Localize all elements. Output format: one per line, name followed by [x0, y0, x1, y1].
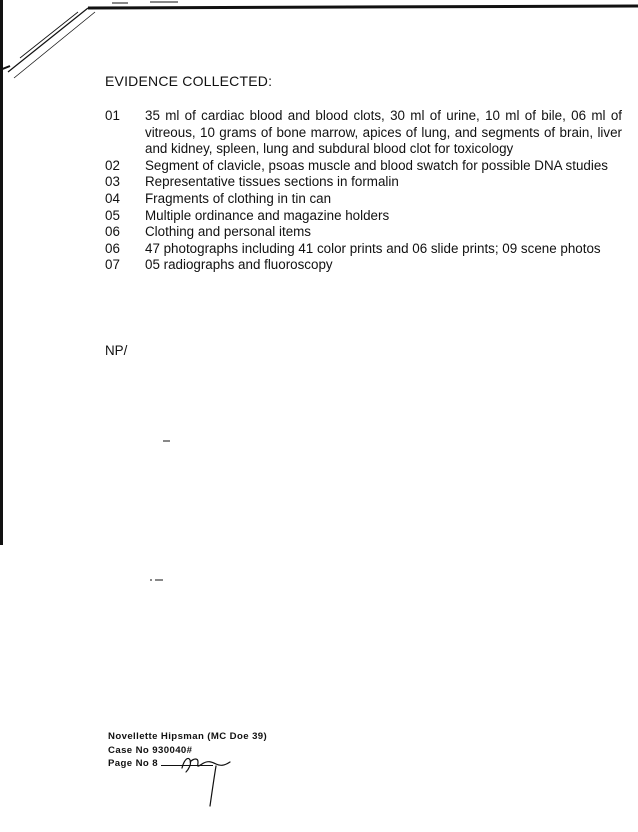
item-number: 06 [105, 240, 120, 256]
list-item [105, 174, 622, 191]
list-item [105, 208, 622, 225]
item-number: 07 [105, 257, 120, 273]
item-number: 06 [105, 224, 120, 240]
author-initials: NP/ [105, 343, 128, 358]
item-description: Clothing and personal items [145, 224, 311, 240]
item-number: 04 [105, 190, 120, 206]
evidence-list [105, 108, 622, 274]
item-number: 05 [105, 207, 120, 223]
list-item [105, 158, 622, 175]
item-number: 01 [105, 108, 120, 123]
list-item [105, 257, 622, 274]
item-number: 02 [105, 157, 120, 173]
list-item [105, 224, 622, 241]
item-description: 05 radiographs and fluoroscopy [145, 257, 333, 273]
item-description: Representative tissues sections in formalin [145, 174, 399, 190]
list-item [105, 191, 622, 208]
item-description: Multiple ordinance and magazine holders [145, 207, 390, 223]
footer-case-number: Case No 930040# [108, 744, 193, 756]
section-heading: EVIDENCE COLLECTED: [105, 73, 273, 89]
footer-case-name: Novellette Hipsman (MC Doe 39) [108, 731, 268, 742]
list-item [105, 108, 622, 158]
item-description: 35 ml of cardiac blood and blood clots, 30 ml of urine, 10 ml of bile, 06 ml of vitreous, 10 grams of bone marrow, apices of lung, and segments of brain, liver and kidney, spleen, lung and subdural blood clot for toxicology [145, 108, 622, 157]
item-description: 47 photographs including 41 color prints and 06 slide prints; 09 scene photos [145, 240, 601, 256]
item-number: 03 [105, 174, 120, 190]
item-description: Fragments of clothing in tin can [145, 190, 332, 206]
handwritten-signature [168, 748, 238, 808]
footer-page-label: Page No 8 [108, 758, 158, 769]
item-description: Segment of clavicle, psoas muscle and blood swatch for possible DNA studies [145, 157, 608, 173]
list-item [105, 241, 622, 258]
